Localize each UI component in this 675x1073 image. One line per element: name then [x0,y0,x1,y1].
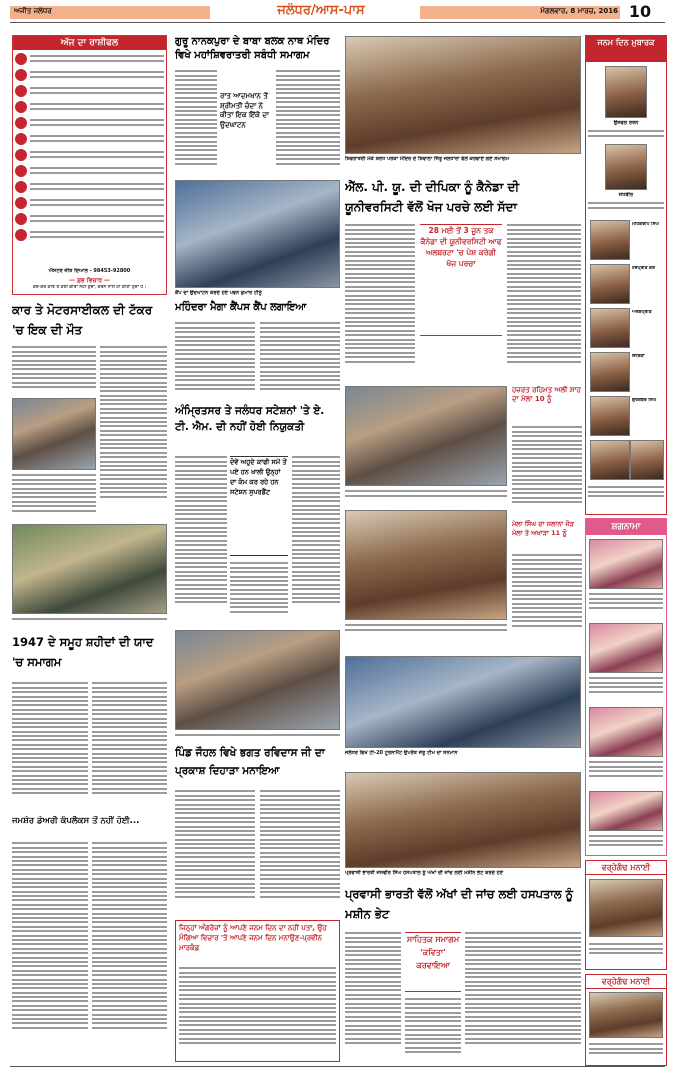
photo-pind [175,630,340,730]
couple-photo [589,992,663,1038]
headline-sahityak: ਸਾਹਿਤਕ ਸਮਾਗਮ 'ਕਵਿਤਾ' ਕਰਵਾਇਆ [405,932,461,992]
story-text [588,128,664,142]
birthday-photo [590,264,630,304]
birthday-name: ਇਸ਼ਿਕਾ [632,354,645,359]
janam-din-box [585,35,667,515]
birthday-photo [590,352,630,392]
zodiac-icon [15,197,27,209]
photo-caption-line [175,732,340,742]
caption-t20: ਜਲੰਧਰ ਵਿਖੇ ਟੀ-20 ਟੂਰਨਾਮੈਂਟ ਉਪਰੰਤ ਜੇਤੂ ਟੀਮ ਦਾ ਸਨਮਾਨ [345,750,458,756]
photo-t20 [345,656,581,748]
headline-colonies: ਜਮਸ਼ੇਰ ਡੇਅਰੀ ਕੰਪਲੈਕਸ ਤੋਂ ਨਹੀਂ ਹੋਈ... [12,816,140,826]
couple-photo [589,623,663,673]
header-date: ਮੰਗਲਵਾਰ, 8 ਮਾਰਚ, 2016 [540,7,618,15]
zodiac-icon [15,117,27,129]
photo-caption-line [12,616,167,626]
birthday-photo [590,440,630,480]
birthday-name: ਅਰਸ਼ਪ੍ਰੀਤ [632,310,652,315]
zodiac-icon [15,181,27,193]
anniversary-box-2 [585,974,667,1066]
headline-hazrat-real: ਹਜ਼ਰਤ ਰਹਿਮਤ ਅਲੀ ਸ਼ਾਹ ਦਾ ਮੇਲਾ 10 ਨੂੰ [512,386,581,403]
birthday-name: ਗੁਰਸ਼ਬਦ ਸਿੰਘ [632,398,657,403]
story-text [405,996,461,1062]
headline-deepika: ਐੱਲ. ਪੀ. ਯੂ. ਦੀ ਦੀਪਿਕਾ ਨੂੰ ਕੈਨੇਡਾ ਦੀ ਯੂਨੀਵਰਸਿਟੀ ਵੱਲੋਂ ਖੋਜ ਪਰਚੇ ਲਈ ਸੱਦਾ [345,180,520,214]
photo-ceremony [345,510,507,620]
photo-officials [345,386,507,486]
zodiac-icon [15,213,27,225]
couple-photo [589,707,663,757]
shagna-title: ਸ਼ਗਨਾਮਾ [586,519,666,535]
headline-amritsar: ਅੰਮ੍ਰਿਤਸਰ ਤੇ ਜਲੰਧਰ ਸਟੇਸ਼ਨਾਂ 'ਤੇ ਏ. ਟੀ. ਐਮ. ਦੀ ਨਹੀਂ ਹੋਈ ਨਿਯੁਕਤੀ [175,405,325,433]
headline-notice: ਜਿਨ੍ਹਾਂ ਅੰਗਰੇਜ਼ਾਂ ਨੂੰ ਆਪਣੇ ਜਨਮ ਦਿਨ ਦਾ ਨਹੀਂ ਪਤਾ, ਉਹ ਮੰਗਿਆ ਵਿਚਾਰ 'ਤੇ ਆਪਣੇ ਜਨਮ ਦਿਨ ਮਨਾਉਣ-ਪ੍ਰਵੀਨ ਮਾਰਕੰਡ [179,924,327,952]
zodiac-icon [15,85,27,97]
zodiac-icon [15,101,27,113]
story-text [175,68,217,176]
story-text [175,320,255,400]
story-text [175,788,255,916]
story-text [589,759,663,787]
story-text [345,222,415,382]
page-number: 10 [628,2,652,21]
story-text [589,941,663,967]
story-text [260,788,340,916]
header-rule [10,22,665,23]
vichar-text: ਕਰੋ-ਕਰੋ ਕੀਤੇ ਤੋਂ ਕੋਈ ਕੀਤਾ ਨਹੀਂ ਹੁੰਦਾ, ਕਰਨ ਨਾਲ ਹੀ ਕੀਤਾ ਹੁੰਦਾ ਹੈ। [32,285,147,290]
zodiac-icon [15,149,27,161]
birthday-photo [605,66,647,118]
janam-din-title: ਜਨਮ ਦਿਨ ਮੁਬਾਰਕ [586,36,666,62]
zodiac-icon [15,53,27,65]
headline-shaheed: 1947 ਦੇ ਸਮੂਹ ਸ਼ਹੀਦਾਂ ਦੀ ਯਾਦ 'ਚ ਸਮਾਗਮ [12,635,154,669]
headline-car-accident: ਕਾਰ ਤੇ ਮੋਟਰਸਾਈਕਲ ਦੀ ਟੱਕਰ 'ਚ ਇਕ ਦੀ ਮੌਤ [12,303,153,337]
story-text [589,675,663,703]
birthday-photo [590,220,630,260]
story-text [588,484,664,512]
caption-pravasi: ਪ੍ਰਵਾਸੀ ਭਾਰਤੀ ਜਸਵੀਰ ਸਿੰਘ ਹਸਪਤਾਲ ਨੂੰ ਅੱਖਾਂ ਦੀ ਜਾਂਚ ਲਈ ਮਸ਼ੀਨ ਭੇਟ ਕਰਦੇ ਹੋਏ [345,870,504,876]
rashifal-footer: ਐਸਟਰੋ ਜੀਤ ਦਿਆਲ - 98453-92800 [48,268,131,274]
header-left-label: ਅਜੀਤ ਜਲੰਧਰ [14,7,52,15]
photo-accident [12,398,96,470]
canada-callout: 28 ਮਈ ਤੋਂ 3 ਜੂਨ ਤਕ ਕੈਨੇਡਾ ਦੀ ਯੂਨੀਵਰਸਿਟੀ ਆਫ ਅਲਬਰਟਾ 'ਚ ਪੇਸ਼ ਕਰੇਗੀ ਖੋਜ ਪਰਚਾ [420,224,502,336]
story-text [589,1041,663,1063]
zodiac-icon [15,133,27,145]
caption-camp: ਕੈਂਪ ਦਾ ਉਦਘਾਟਨ ਕਰਦੇ ਹੋਏ ਪਵਨ ਕੁਮਾਰ ਟੀਨੂੰ [175,290,262,296]
birthday-photo [605,144,647,190]
couple-photo [589,539,663,589]
story-text [12,840,88,1062]
rashifal-title: ਅੱਜ ਦਾ ਰਾਸ਼ੀਫਲ [13,36,166,50]
story-text [292,454,340,624]
story-text [507,222,581,382]
couple-photo [589,879,663,937]
photo-shivratri [345,36,581,154]
vichar-title: — ਸ਼ੁਭ ਵਿਚਾਰ — [68,277,111,284]
story-text [512,424,582,516]
page-header [0,0,675,24]
story-text [512,552,582,638]
zodiac-icon [15,69,27,81]
birthday-name: ਜੋਧਬੀਰ [618,192,634,198]
story-text [12,680,88,812]
anniversary-title: ਵਰ੍ਹੇਗੰਢ ਮਨਾਈ [586,975,666,989]
photo-pravasi [345,772,581,868]
story-text [12,344,96,396]
caption-shivratri: ਸ਼ਿਵਰਾਤਰੀ ਮੌਕੇ ਸ਼ਰਧ ਪਰਕਾ ਮੰਦਿਰ ਦੇ ਸ਼ਿਵਾਲਾ ਜਿੱਤੂ ਜਲਧਾਰਾ ਵੱਲੋਂ ਕਰਵਾਏ ਗਏ ਸਮਾਗਮ [345,156,510,162]
story-text [345,930,401,1062]
story-text [175,454,227,624]
footer-rule [10,1066,665,1067]
photo-caption-line [345,488,507,506]
couple-photo [589,791,663,831]
photo-caption-line [345,622,507,640]
headline-mahindra: ਮਹਿੰਦਰਾ ਮੈਗਾ ਕੈਂਪਸ ਕੈਂਪ ਲਗਾਇਆ [175,302,307,313]
story-text [260,320,340,400]
notice-box [175,920,340,1062]
rashifal-box [12,35,167,295]
story-text [276,68,340,176]
header-center-title: ਜਲੰਧਰ/ਆਸ-ਪਾਸ [277,3,365,18]
zodiac-icon [15,165,27,177]
headline-pind: ਪਿੰਡ ਜੌਹਲ ਵਿਖੇ ਭਗਤ ਰਵਿਦਾਸ ਜੀ ਦਾ ਪ੍ਰਕਾਸ਼ ਦਿਹਾੜਾ ਮਨਾਇਆ [175,747,325,777]
anniversary-title: ਵਰ੍ਹੇਗੰਢ ਮਨਾਈ [586,861,666,875]
birthday-photo [590,308,630,348]
story-text [12,472,96,520]
story-text [589,833,663,853]
story-text [230,560,288,624]
photo-gurdwara [12,524,167,614]
station-callout: ਦੋਵੇਂ ਅਹੁਦੇ ਕਾਫੀ ਸਮੇਂ ਤੋਂ ਪਏ ਹਨ ਖਾਲੀ ਉਨ੍ਹਾਂ ਦਾ ਕੰਮ ਕਰ ਰਹੇ ਹਨ ਸਟੇਸ਼ਨ ਸੁਪਰਡੈਂਟ [230,456,288,556]
story-text [588,200,664,214]
quote-callout: ਰਾਤ ਆਦਮਖਾਨ ਤੋਂ ਸ਼੍ਰੀਮਤੀ ਚੰਦਾ ਨੇ ਕੀਤਾ ਇਕ ਇੱਕੋ ਦਾ ਉਦਘਾਟਨ [220,92,270,129]
story-text [589,591,663,619]
zodiac-icon [15,229,27,241]
headline-pravasi: ਪ੍ਰਵਾਸੀ ਭਾਰਤੀ ਵੱਲੋਂ ਅੱਖਾਂ ਦੀ ਜਾਂਚ ਲਈ ਹਸਪਤਾਲ ਨੂੰ ਮਸ਼ੀਨ ਭੇਟ [345,887,573,921]
photo-camp [175,180,340,288]
anniversary-box-1 [585,860,667,970]
story-text [465,930,581,1062]
story-text [92,840,167,1062]
birthday-photo [590,396,630,436]
headline-gurunanakpura: ਗੁਰੂ ਨਾਨਕਪੁਰਾ ਦੇ ਬਾਬਾ ਬਲਕ ਨਾਥ ਮੰਦਿਰ ਵਿਖੇ ਮਹਾਂਸ਼ਿਵਰਾਤਰੀ ਸਬੰਧੀ ਸਮਾਗਮ [175,36,330,61]
birthday-photo [630,440,664,480]
story-text [100,344,167,519]
birthday-name: ਹਰਪ੍ਰੀਤ ਕੌਰ [632,266,655,271]
shagna-box [585,518,667,856]
headline-mela: ਮੇਲਾ ਸਿੰਘ ਦਾ ਸਲਾਨਾ ਜੋੜ ਮੇਲਾ ਤੇ ਅਖਾੜਾ 11 ਨੂੰ [512,520,574,537]
birthday-name: ਉਜਵਲ ਰਤਨ [613,120,639,126]
birthday-name: ਮਹਿਕਦੀਪ ਸਿੰਘ [632,222,659,227]
story-text [179,965,336,1059]
story-text [92,680,167,812]
rashifal-list [15,53,164,265]
